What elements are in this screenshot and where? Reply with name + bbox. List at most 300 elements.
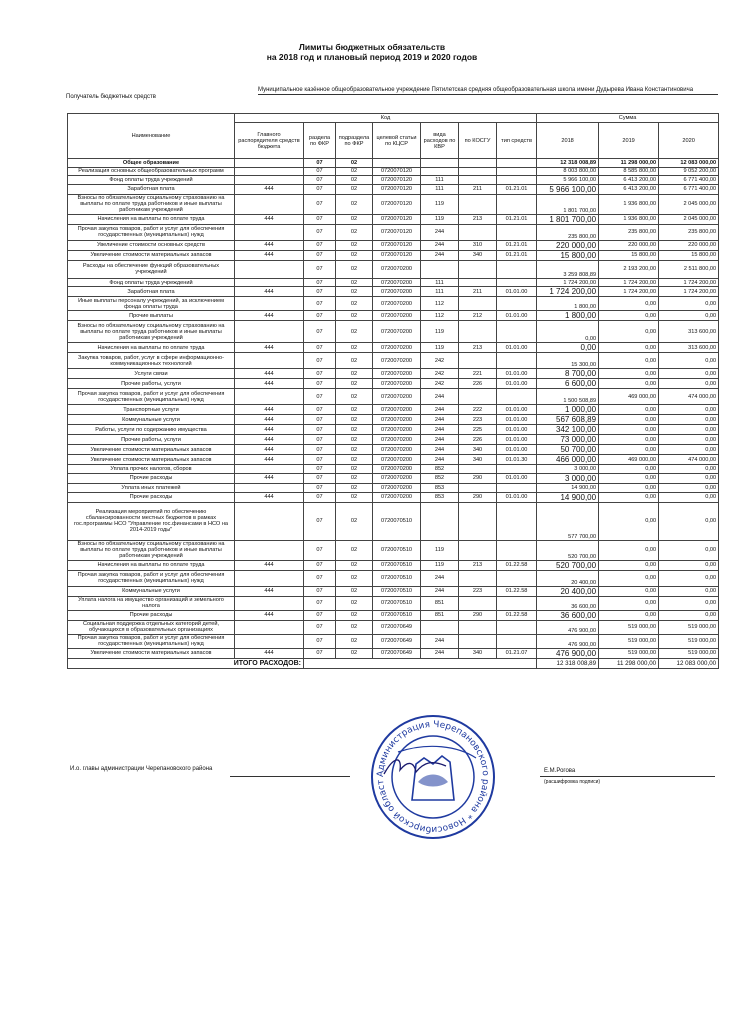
row-kcsr: 0720070200 bbox=[373, 321, 421, 343]
row-sum-2019: 0,00 bbox=[599, 311, 659, 321]
document-title bbox=[0, 42, 744, 62]
row-kosgu bbox=[459, 620, 497, 634]
row-kosgu: 213 bbox=[459, 343, 497, 353]
row-sum-2018: 342 100,00 bbox=[537, 425, 599, 435]
row-razdel: 07 bbox=[304, 194, 336, 214]
row-sum-2019: 0,00 bbox=[599, 473, 659, 483]
row-razdel: 07 bbox=[304, 260, 336, 278]
row-kcsr: 0720070200 bbox=[373, 311, 421, 321]
table-row bbox=[68, 483, 719, 492]
row-sum-2020: 2 511 800,00 bbox=[659, 260, 719, 278]
table-row bbox=[68, 167, 719, 176]
row-podrazdel: 02 bbox=[336, 176, 373, 185]
row-kvr: 244 bbox=[421, 445, 459, 455]
row-sum-2020: 0,00 bbox=[659, 465, 719, 474]
row-sum-2019: 0,00 bbox=[599, 435, 659, 445]
row-sum-2020: 0,00 bbox=[659, 596, 719, 610]
row-kosgu bbox=[459, 260, 497, 278]
row-grbs: 444 bbox=[235, 415, 304, 425]
row-kosgu bbox=[459, 176, 497, 185]
row-kosgu: 340 bbox=[459, 250, 497, 260]
row-name: Прочая закупка товаров, работ и услуг для обеспечения государственных (муниципальных) нужд bbox=[68, 389, 235, 405]
handwritten-signature-icon bbox=[380, 752, 450, 782]
row-kosgu: 223 bbox=[459, 415, 497, 425]
row-sum-2020: 0,00 bbox=[659, 610, 719, 620]
row-razdel: 07 bbox=[304, 473, 336, 483]
row-sum-2019: 469 000,00 bbox=[599, 455, 659, 465]
table-row bbox=[68, 445, 719, 455]
row-sum-2019: 6 413 200,00 bbox=[599, 176, 659, 185]
row-grbs bbox=[235, 570, 304, 586]
row-tip: 01.21.01 bbox=[497, 184, 537, 194]
row-kcsr: 0720070200 bbox=[373, 260, 421, 278]
row-sum-2018: 5 966 100,00 bbox=[537, 184, 599, 194]
budget-limits-table bbox=[67, 113, 719, 669]
row-tip bbox=[497, 483, 537, 492]
row-razdel: 07 bbox=[304, 620, 336, 634]
row-razdel: 07 bbox=[304, 176, 336, 185]
row-sum-2019: 0,00 bbox=[599, 570, 659, 586]
row-podrazdel: 02 bbox=[336, 321, 373, 343]
row-sum-2020: 0,00 bbox=[659, 570, 719, 586]
row-sum-2018: 14 900,00 bbox=[537, 483, 599, 492]
total-label: ИТОГО РАСХОДОВ: bbox=[68, 658, 304, 668]
row-kcsr: 0720070120 bbox=[373, 250, 421, 260]
row-podrazdel: 02 bbox=[336, 159, 373, 168]
row-podrazdel: 02 bbox=[336, 415, 373, 425]
row-podrazdel: 02 bbox=[336, 465, 373, 474]
total-empty bbox=[304, 658, 537, 668]
row-tip: 01.01.00 bbox=[497, 415, 537, 425]
row-kosgu bbox=[459, 159, 497, 168]
row-razdel: 07 bbox=[304, 465, 336, 474]
row-sum-2020: 0,00 bbox=[659, 311, 719, 321]
row-kcsr: 0720070200 bbox=[373, 415, 421, 425]
row-kvr: 244 bbox=[421, 586, 459, 596]
row-kcsr: 0720070510 bbox=[373, 560, 421, 570]
row-tip bbox=[497, 297, 537, 311]
table-row bbox=[68, 648, 719, 658]
row-grbs: 444 bbox=[235, 473, 304, 483]
row-tip bbox=[497, 167, 537, 176]
header-sum: Сумма bbox=[537, 114, 719, 123]
row-grbs bbox=[235, 297, 304, 311]
row-kcsr: 0720070649 bbox=[373, 648, 421, 658]
row-podrazdel: 02 bbox=[336, 502, 373, 540]
row-grbs bbox=[235, 278, 304, 287]
row-podrazdel: 02 bbox=[336, 405, 373, 415]
table-row bbox=[68, 287, 719, 297]
row-sum-2020: 474 000,00 bbox=[659, 455, 719, 465]
row-razdel: 07 bbox=[304, 379, 336, 389]
row-kosgu bbox=[459, 224, 497, 240]
row-tip bbox=[497, 502, 537, 540]
row-sum-2020: 220 000,00 bbox=[659, 240, 719, 250]
row-kcsr: 0720070120 bbox=[373, 167, 421, 176]
row-razdel: 07 bbox=[304, 250, 336, 260]
row-sum-2018: 14 900,00 bbox=[537, 492, 599, 502]
row-sum-2019: 235 800,00 bbox=[599, 224, 659, 240]
row-kosgu: 223 bbox=[459, 586, 497, 596]
table-row bbox=[68, 260, 719, 278]
row-sum-2018: 20 400,00 bbox=[537, 570, 599, 586]
row-tip: 01.22.58 bbox=[497, 610, 537, 620]
row-sum-2019: 519 000,00 bbox=[599, 648, 659, 658]
row-kvr: 111 bbox=[421, 176, 459, 185]
row-kcsr: 0720070649 bbox=[373, 634, 421, 648]
row-grbs bbox=[235, 596, 304, 610]
row-razdel: 07 bbox=[304, 389, 336, 405]
row-sum-2019: 469 000,00 bbox=[599, 389, 659, 405]
row-sum-2018: 5 966 100,00 bbox=[537, 176, 599, 185]
row-podrazdel: 02 bbox=[336, 492, 373, 502]
signature-caption: (расшифровка подписи) bbox=[544, 779, 601, 785]
row-razdel: 07 bbox=[304, 560, 336, 570]
row-sum-2018: 1 500 508,89 bbox=[537, 389, 599, 405]
row-kosgu bbox=[459, 278, 497, 287]
row-razdel: 07 bbox=[304, 586, 336, 596]
row-kcsr: 0720070200 bbox=[373, 492, 421, 502]
row-sum-2020: 2 045 000,00 bbox=[659, 194, 719, 214]
row-podrazdel: 02 bbox=[336, 596, 373, 610]
table-row bbox=[68, 465, 719, 474]
title-line-1: Лимиты бюджетных обязательств bbox=[298, 42, 446, 52]
row-sum-2018: 8 700,00 bbox=[537, 369, 599, 379]
row-kvr: 244 bbox=[421, 405, 459, 415]
row-name: Фонд оплаты труда учреждений bbox=[68, 176, 235, 185]
row-grbs bbox=[235, 194, 304, 214]
recipient-label: Получатель бюджетных средств bbox=[66, 94, 156, 100]
row-podrazdel: 02 bbox=[336, 540, 373, 560]
row-razdel: 07 bbox=[304, 415, 336, 425]
row-tip bbox=[497, 260, 537, 278]
table-row bbox=[68, 379, 719, 389]
table-row bbox=[68, 405, 719, 415]
row-kvr: 244 bbox=[421, 634, 459, 648]
row-kcsr: 0720070200 bbox=[373, 445, 421, 455]
row-tip: 01.21.01 bbox=[497, 240, 537, 250]
row-podrazdel: 02 bbox=[336, 260, 373, 278]
row-sum-2019: 0,00 bbox=[599, 369, 659, 379]
row-razdel: 07 bbox=[304, 405, 336, 415]
row-name: Взносы по обязательному социальному страхованию на выплаты по оплате труда работников и иные выплаты работникам учреждений bbox=[68, 321, 235, 343]
row-grbs bbox=[235, 176, 304, 185]
row-grbs: 444 bbox=[235, 560, 304, 570]
row-razdel: 07 bbox=[304, 167, 336, 176]
row-kcsr: 0720070200 bbox=[373, 343, 421, 353]
row-kosgu bbox=[459, 321, 497, 343]
total-row bbox=[68, 658, 719, 668]
table-row bbox=[68, 596, 719, 610]
row-kosgu: 221 bbox=[459, 369, 497, 379]
row-podrazdel: 02 bbox=[336, 425, 373, 435]
row-kcsr: 0720070120 bbox=[373, 176, 421, 185]
row-sum-2018: 1 724 200,00 bbox=[537, 278, 599, 287]
row-kcsr: 0720070120 bbox=[373, 214, 421, 224]
row-name: Увеличение стоимости материальных запасов bbox=[68, 648, 235, 658]
row-sum-2020: 0,00 bbox=[659, 415, 719, 425]
row-tip: 01.01.00 bbox=[497, 379, 537, 389]
row-sum-2018: 1 724 200,00 bbox=[537, 287, 599, 297]
row-sum-2020: 15 800,00 bbox=[659, 250, 719, 260]
row-podrazdel: 02 bbox=[336, 353, 373, 369]
row-name: Общее образование bbox=[68, 159, 235, 168]
row-podrazdel: 02 bbox=[336, 214, 373, 224]
row-name: Уплата налога на имущество организаций и земельного налога bbox=[68, 596, 235, 610]
row-kosgu bbox=[459, 596, 497, 610]
row-tip bbox=[497, 465, 537, 474]
row-kvr: 244 bbox=[421, 224, 459, 240]
row-razdel: 07 bbox=[304, 455, 336, 465]
header-name: Наименование bbox=[68, 114, 235, 159]
row-kcsr: 0720070120 bbox=[373, 184, 421, 194]
row-name: Иные выплаты персоналу учреждений, за исключением фонда оплаты труда bbox=[68, 297, 235, 311]
row-sum-2018: 567 608,89 bbox=[537, 415, 599, 425]
row-sum-2018: 36 600,00 bbox=[537, 596, 599, 610]
row-grbs: 444 bbox=[235, 455, 304, 465]
row-sum-2020: 0,00 bbox=[659, 369, 719, 379]
row-sum-2019: 1 724 200,00 bbox=[599, 287, 659, 297]
row-sum-2018: 1 000,00 bbox=[537, 405, 599, 415]
header-tip: тип средств bbox=[497, 123, 537, 159]
row-grbs: 444 bbox=[235, 435, 304, 445]
row-sum-2020: 0,00 bbox=[659, 483, 719, 492]
row-razdel: 07 bbox=[304, 224, 336, 240]
row-razdel: 07 bbox=[304, 610, 336, 620]
row-kosgu bbox=[459, 194, 497, 214]
row-grbs bbox=[235, 483, 304, 492]
row-sum-2019: 1 724 200,00 bbox=[599, 278, 659, 287]
row-name: Прочие работы, услуги bbox=[68, 435, 235, 445]
name-line bbox=[540, 776, 715, 777]
row-name: Увеличение стоимости материальных запасов bbox=[68, 455, 235, 465]
row-podrazdel: 02 bbox=[336, 455, 373, 465]
stamp-ring-text: Администрация Черепановского района * Новосибирской област bbox=[375, 719, 491, 835]
total-sum-2018: 12 318 008,89 bbox=[537, 658, 599, 668]
table-row bbox=[68, 620, 719, 634]
row-sum-2018: 20 400,00 bbox=[537, 586, 599, 596]
row-kosgu: 290 bbox=[459, 473, 497, 483]
row-grbs: 444 bbox=[235, 610, 304, 620]
row-sum-2020: 519 000,00 bbox=[659, 634, 719, 648]
row-sum-2020: 0,00 bbox=[659, 540, 719, 560]
row-razdel: 07 bbox=[304, 634, 336, 648]
row-sum-2018: 520 700,00 bbox=[537, 560, 599, 570]
row-tip bbox=[497, 540, 537, 560]
row-sum-2020: 0,00 bbox=[659, 492, 719, 502]
row-grbs: 444 bbox=[235, 240, 304, 250]
row-sum-2020: 6 771 400,00 bbox=[659, 176, 719, 185]
row-kosgu: 226 bbox=[459, 435, 497, 445]
row-kcsr: 0720070510 bbox=[373, 540, 421, 560]
header-2019: 2019 bbox=[599, 123, 659, 159]
row-tip: 01.21.07 bbox=[497, 648, 537, 658]
row-sum-2019: 0,00 bbox=[599, 321, 659, 343]
table-row bbox=[68, 560, 719, 570]
row-kvr: 244 bbox=[421, 435, 459, 445]
row-sum-2020: 519 000,00 bbox=[659, 648, 719, 658]
row-name: Закупка товаров, работ, услуг в сфере информационно-коммуникационных технологий bbox=[68, 353, 235, 369]
table-row bbox=[68, 311, 719, 321]
row-tip: 01.01.00 bbox=[497, 425, 537, 435]
table-row bbox=[68, 176, 719, 185]
row-podrazdel: 02 bbox=[336, 167, 373, 176]
row-kvr bbox=[421, 502, 459, 540]
title-line-2: на 2018 год и плановый период 2019 и 2020 годов bbox=[266, 52, 478, 62]
row-razdel: 07 bbox=[304, 353, 336, 369]
table-row bbox=[68, 224, 719, 240]
row-name: Реализация основных общеобразовательных программ bbox=[68, 167, 235, 176]
row-kvr: 852 bbox=[421, 465, 459, 474]
row-sum-2019: 0,00 bbox=[599, 405, 659, 415]
row-razdel: 07 bbox=[304, 184, 336, 194]
row-kosgu: 222 bbox=[459, 405, 497, 415]
row-kvr: 112 bbox=[421, 311, 459, 321]
row-sum-2019: 0,00 bbox=[599, 596, 659, 610]
row-kosgu bbox=[459, 502, 497, 540]
row-name: Начисления на выплаты по оплате труда bbox=[68, 214, 235, 224]
row-grbs: 444 bbox=[235, 425, 304, 435]
row-podrazdel: 02 bbox=[336, 287, 373, 297]
row-sum-2018: 476 900,00 bbox=[537, 634, 599, 648]
row-name: Расходы на обеспечение функций образовательных учреждений bbox=[68, 260, 235, 278]
row-sum-2018: 220 000,00 bbox=[537, 240, 599, 250]
row-sum-2019: 15 800,00 bbox=[599, 250, 659, 260]
row-kcsr: 0720070200 bbox=[373, 455, 421, 465]
row-razdel: 07 bbox=[304, 492, 336, 502]
row-razdel: 07 bbox=[304, 287, 336, 297]
row-sum-2019: 0,00 bbox=[599, 465, 659, 474]
row-podrazdel: 02 bbox=[336, 570, 373, 586]
table-row bbox=[68, 389, 719, 405]
row-kcsr: 0720070200 bbox=[373, 287, 421, 297]
row-sum-2019: 519 000,00 bbox=[599, 620, 659, 634]
row-grbs bbox=[235, 634, 304, 648]
row-sum-2019: 220 000,00 bbox=[599, 240, 659, 250]
row-kvr: 852 bbox=[421, 473, 459, 483]
row-kosgu: 211 bbox=[459, 287, 497, 297]
row-name: Прочие расходы bbox=[68, 473, 235, 483]
row-sum-2019: 8 585 800,00 bbox=[599, 167, 659, 176]
row-razdel: 07 bbox=[304, 278, 336, 287]
row-name: Коммунальные услуги bbox=[68, 586, 235, 596]
row-kvr: 853 bbox=[421, 483, 459, 492]
row-kosgu bbox=[459, 389, 497, 405]
row-podrazdel: 02 bbox=[336, 483, 373, 492]
row-sum-2020: 2 045 000,00 bbox=[659, 214, 719, 224]
row-razdel: 07 bbox=[304, 311, 336, 321]
row-kvr: 111 bbox=[421, 287, 459, 297]
row-sum-2020: 9 052 200,00 bbox=[659, 167, 719, 176]
row-kcsr: 0720070200 bbox=[373, 435, 421, 445]
row-sum-2019: 1 936 800,00 bbox=[599, 214, 659, 224]
row-razdel: 07 bbox=[304, 369, 336, 379]
row-grbs bbox=[235, 167, 304, 176]
row-kvr: 244 bbox=[421, 425, 459, 435]
row-podrazdel: 02 bbox=[336, 560, 373, 570]
row-razdel: 07 bbox=[304, 540, 336, 560]
row-sum-2018: 476 900,00 bbox=[537, 620, 599, 634]
row-kosgu: 226 bbox=[459, 379, 497, 389]
row-kosgu bbox=[459, 297, 497, 311]
row-kosgu: 290 bbox=[459, 492, 497, 502]
row-sum-2020: 474 000,00 bbox=[659, 389, 719, 405]
row-grbs bbox=[235, 224, 304, 240]
row-kvr bbox=[421, 620, 459, 634]
row-kvr: 244 bbox=[421, 250, 459, 260]
row-sum-2019: 0,00 bbox=[599, 297, 659, 311]
row-kcsr: 0720070510 bbox=[373, 502, 421, 540]
header-2020: 2020 bbox=[659, 123, 719, 159]
table-row bbox=[68, 435, 719, 445]
row-sum-2018: 520 700,00 bbox=[537, 540, 599, 560]
header-kvr: вида расходов по КВР bbox=[421, 123, 459, 159]
table-row bbox=[68, 321, 719, 343]
row-grbs: 444 bbox=[235, 287, 304, 297]
row-podrazdel: 02 bbox=[336, 250, 373, 260]
row-sum-2020: 0,00 bbox=[659, 560, 719, 570]
row-razdel: 07 bbox=[304, 214, 336, 224]
row-kvr: 119 bbox=[421, 343, 459, 353]
row-kosgu: 212 bbox=[459, 311, 497, 321]
row-kvr: 244 bbox=[421, 240, 459, 250]
row-name: Реализация мероприятий по обеспечению сбалансированности местных бюджетов в рамках гос.программы НСО "Управление гос.финансами в НСО на 2014-2019 годы" bbox=[68, 502, 235, 540]
row-kcsr: 0720070200 bbox=[373, 379, 421, 389]
row-kosgu: 340 bbox=[459, 455, 497, 465]
row-tip bbox=[497, 620, 537, 634]
row-sum-2018: 1 801 700,00 bbox=[537, 194, 599, 214]
row-sum-2018: 8 003 800,00 bbox=[537, 167, 599, 176]
row-tip bbox=[497, 224, 537, 240]
row-razdel: 07 bbox=[304, 596, 336, 610]
row-sum-2018: 0,00 bbox=[537, 321, 599, 343]
row-kvr: 244 bbox=[421, 415, 459, 425]
row-kosgu bbox=[459, 353, 497, 369]
row-sum-2018: 3 000,00 bbox=[537, 473, 599, 483]
row-razdel: 07 bbox=[304, 321, 336, 343]
row-grbs bbox=[235, 389, 304, 405]
signature-line bbox=[230, 776, 350, 777]
row-tip: 01.01.00 bbox=[497, 405, 537, 415]
row-kosgu bbox=[459, 634, 497, 648]
total-sum-2019: 11 298 000,00 bbox=[599, 658, 659, 668]
row-kvr: 853 bbox=[421, 492, 459, 502]
row-kosgu bbox=[459, 483, 497, 492]
row-kvr: 119 bbox=[421, 214, 459, 224]
row-sum-2018: 50 700,00 bbox=[537, 445, 599, 455]
row-tip: 01.01.30 bbox=[497, 455, 537, 465]
row-kvr: 242 bbox=[421, 369, 459, 379]
row-sum-2018: 0,00 bbox=[537, 343, 599, 353]
table-row bbox=[68, 540, 719, 560]
row-sum-2019: 519 000,00 bbox=[599, 634, 659, 648]
row-kvr: 244 bbox=[421, 570, 459, 586]
row-grbs: 444 bbox=[235, 492, 304, 502]
row-kcsr: 0720070120 bbox=[373, 240, 421, 250]
row-kcsr: 0720070649 bbox=[373, 620, 421, 634]
row-name: Коммунальные услуги bbox=[68, 415, 235, 425]
row-tip bbox=[497, 159, 537, 168]
row-podrazdel: 02 bbox=[336, 343, 373, 353]
row-grbs: 444 bbox=[235, 445, 304, 455]
row-kcsr: 0720070200 bbox=[373, 278, 421, 287]
row-grbs bbox=[235, 353, 304, 369]
row-sum-2018: 466 000,00 bbox=[537, 455, 599, 465]
row-podrazdel: 02 bbox=[336, 389, 373, 405]
row-tip: 01.01.00 bbox=[497, 343, 537, 353]
header-grbs: Главного распорядителя средств бюджета bbox=[235, 123, 304, 159]
row-name: Прочие расходы bbox=[68, 610, 235, 620]
